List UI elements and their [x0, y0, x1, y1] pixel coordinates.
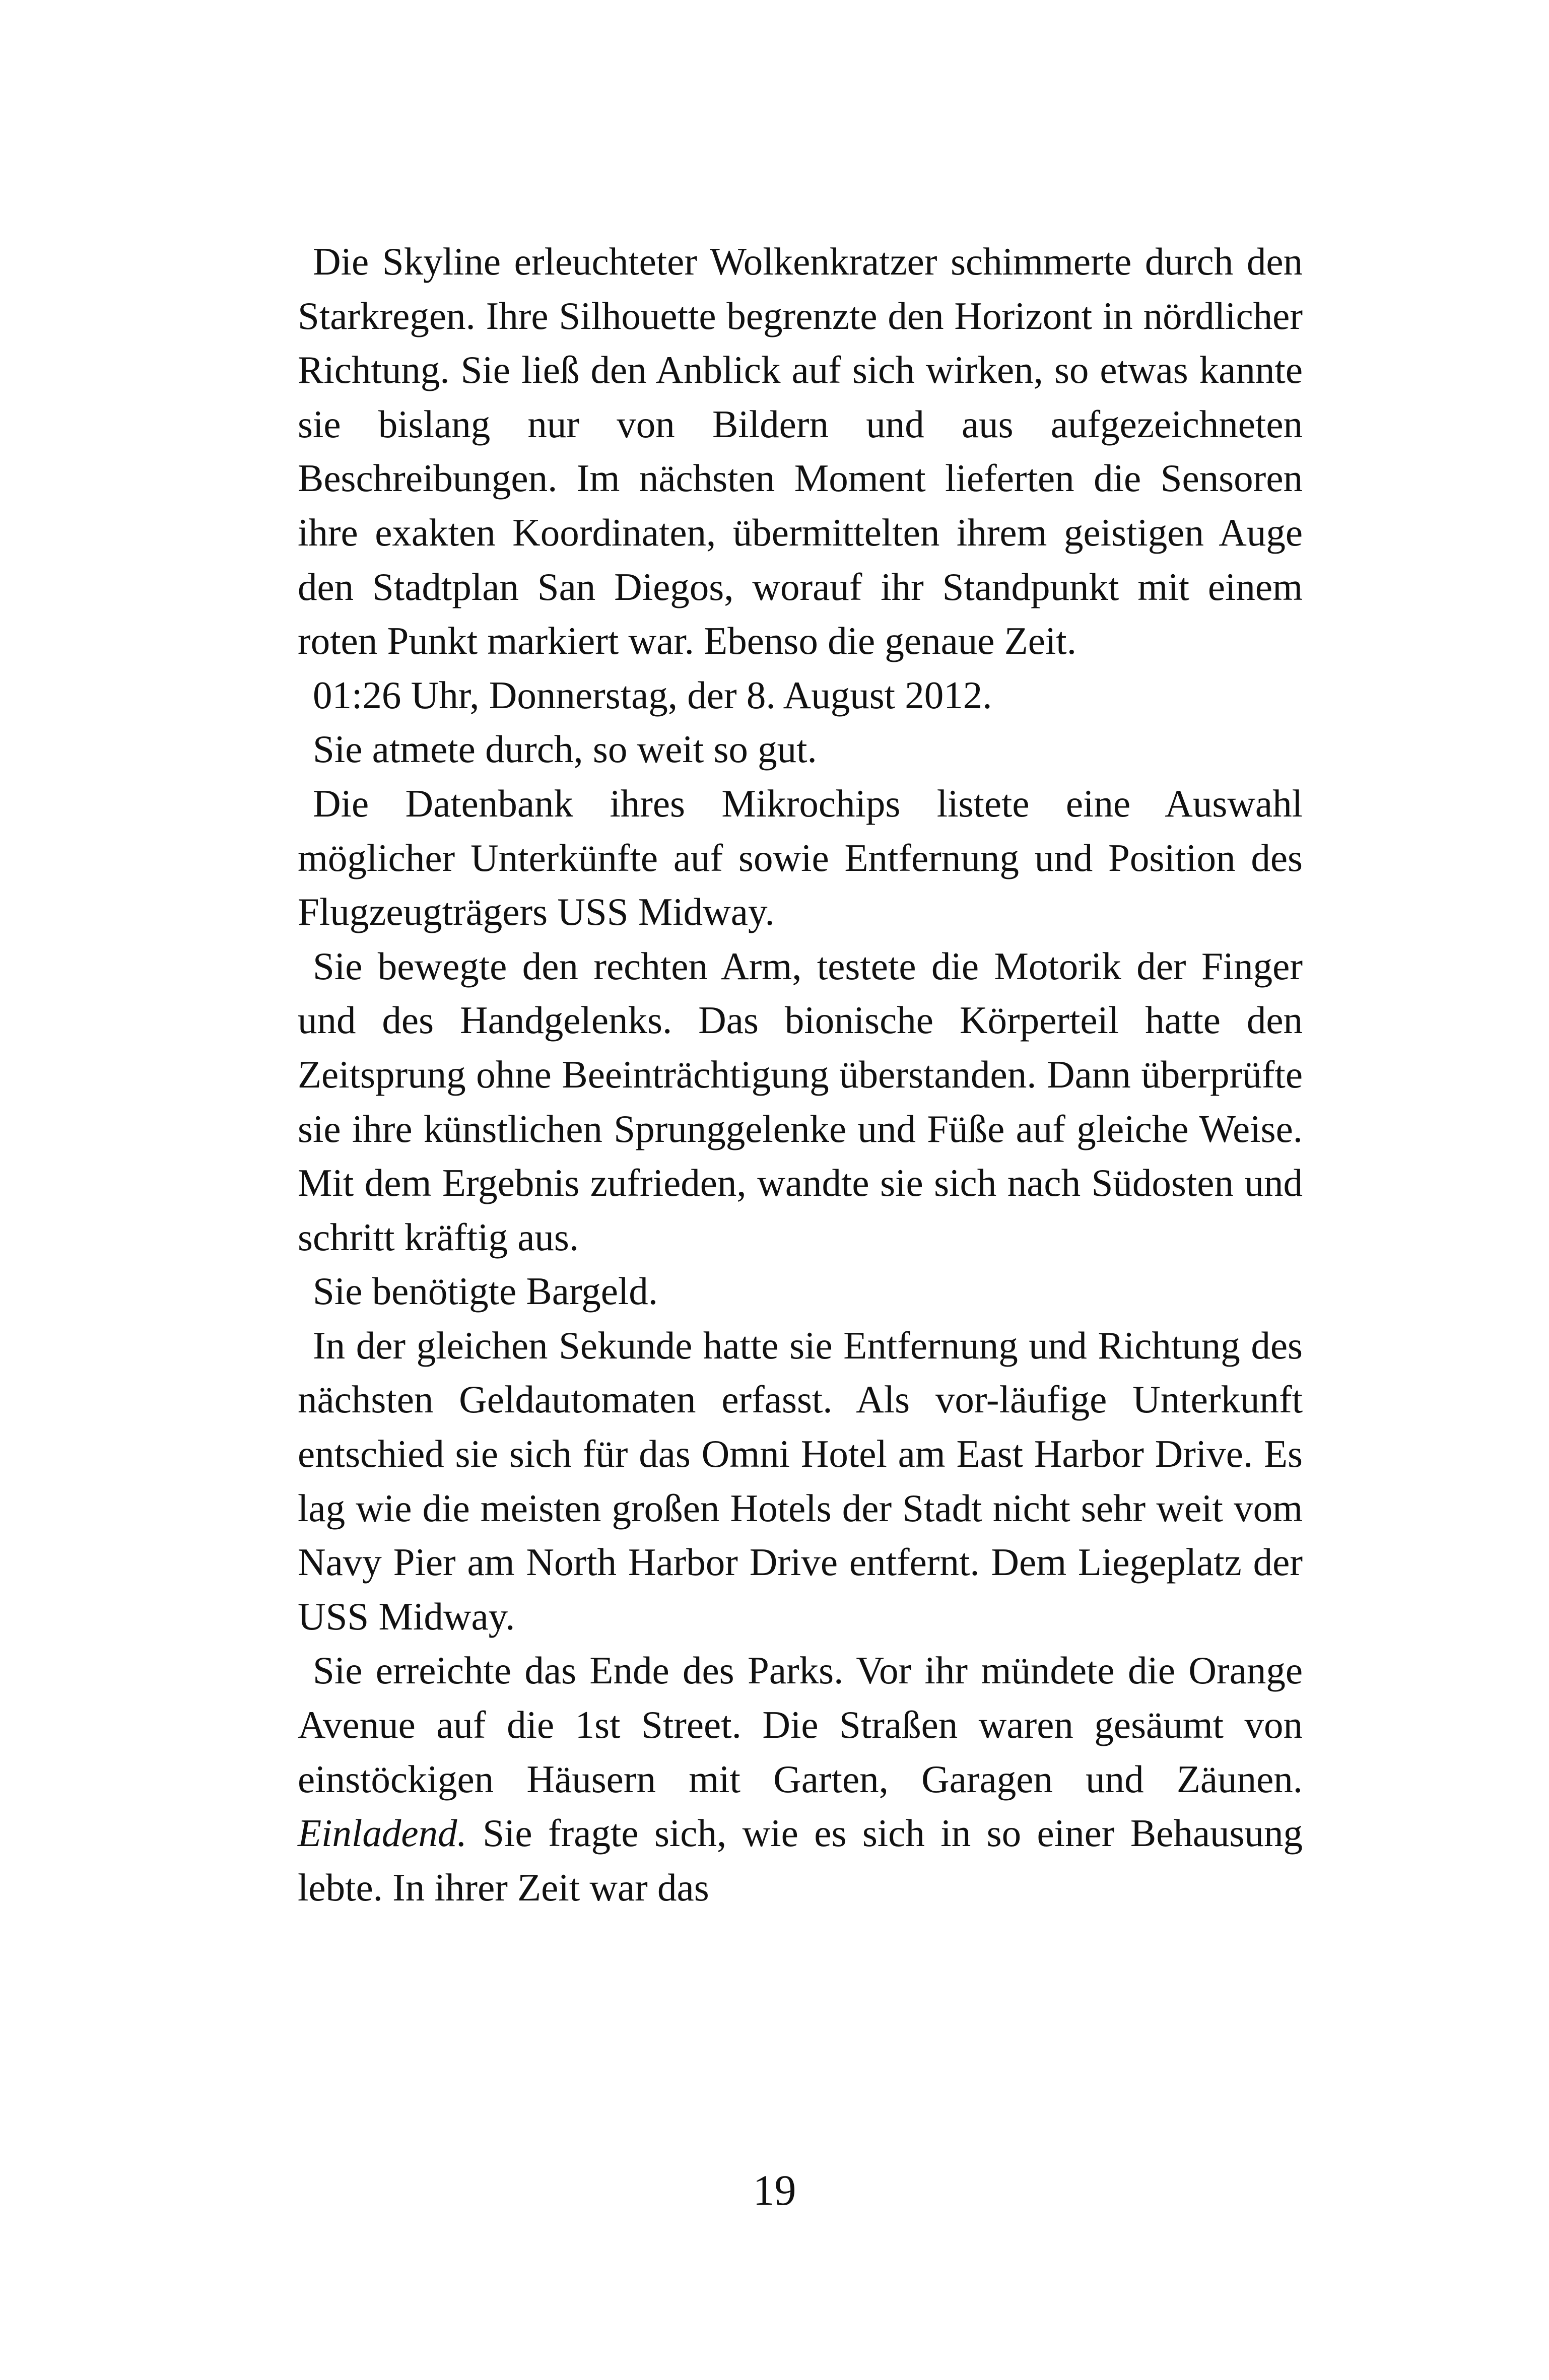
paragraph-park-end: [298, 1644, 1303, 1915]
paragraph-skyline: Die Skyline erleuchteter Wolkenkratzer schimmerte durch den Starkregen. Ihre Silhouette begrenzte den Horizont in nördlicher Richtung. Sie ließ den Anblick auf sich wirken, so etwas kannte sie bislang nur von Bildern und aus aufgezeichneten Beschreibungen. Im nächsten Moment lieferten die Sensoren ihre exakten Koordinaten, übermittelten ihrem geistigen Auge den Stadtplan San Diegos, worauf ihr Standpunkt mit einem roten Punkt markiert war. Ebenso die genaue Zeit.: [298, 240, 1303, 663]
page-number: 19: [753, 2166, 796, 2214]
paragraph-bionic-arm: Sie bewegte den rechten Arm, testete die Motorik der Finger und des Handgelenks. Das bionische Körperteil hatte den Zeitsprung ohne Beeinträchtigung überstanden. Dann überprüfte sie ihre künstlichen Sprunggelenke und Füße auf gleiche Weise. Mit dem Ergebnis zufrieden, wandte sie sich nach Südosten und schritt kräftig aus.: [298, 944, 1303, 1259]
paragraph-breath: Sie atmete durch, so weit so gut.: [313, 727, 817, 771]
paragraph-time: 01:26 Uhr, Donnerstag, der 8. August 2012.: [313, 673, 992, 717]
paragraph-database: Die Datenbank ihres Mikrochips listete eine Auswahl möglicher Unterkünfte auf sowie Entfernung und Position des Flugzeugträgers USS Midway.: [298, 781, 1303, 934]
park-end-text-start: Sie erreichte das Ende des Parks. Vor ihr mündete die Orange Avenue auf die 1st Street. Die Straßen waren gesäumt von einstöckigen Häusern mit Garten, Garagen und Zäunen.: [298, 1649, 1303, 1801]
park-end-text-end: Sie fragte sich, wie es sich in so einer Behausung lebte. In ihrer Zeit war das: [298, 1811, 1303, 1909]
paragraph-hotel: In der gleichen Sekunde hatte sie Entfernung und Richtung des nächsten Geldautomaten erfasst. Als vor-läufige Unterkunft entschied sie sich für das Omni Hotel am East Harbor Drive. Es lag wie die meisten großen Hotels der Stadt nicht sehr weit vom Navy Pier am North Harbor Drive entfernt. Dem Liegeplatz der USS Midway.: [298, 1323, 1303, 1638]
body-text: [298, 235, 1303, 1915]
paragraph-cash: Sie benötigte Bargeld.: [313, 1269, 658, 1313]
italic-emphasis: Einladend.: [298, 1811, 467, 1855]
